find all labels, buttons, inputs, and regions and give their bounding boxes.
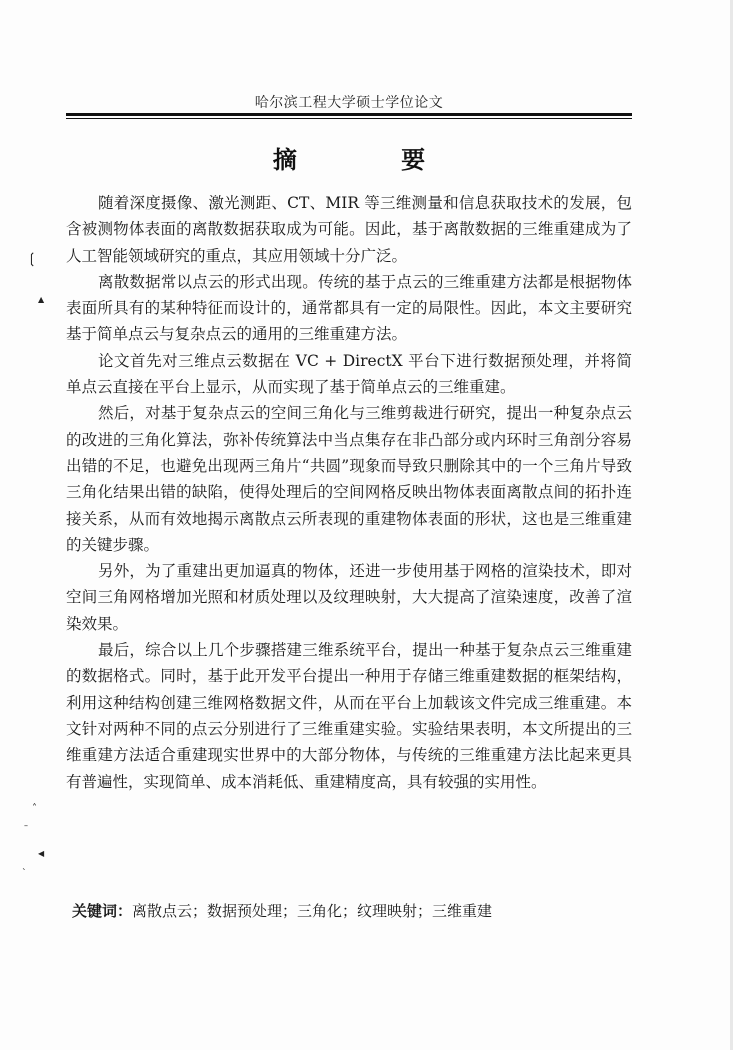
scan-mark: ▲ xyxy=(38,295,45,304)
scan-mark: ˄ xyxy=(32,803,37,814)
header-rule-thick xyxy=(66,113,632,116)
abstract-body xyxy=(66,190,632,795)
abstract-paragraph: 论文首先对三维点云数据在 VC + DirectX 平台下进行数据预处理，并将简单点云直接在平台上显示，从而实现了基于简单点云的三维重建。 xyxy=(66,351,632,397)
abstract-paragraph: 最后，综合以上几个步骤搭建三维系统平台，提出一种基于复杂点云三维重建的数据格式。同时，基于此开发平台提出一种用于存储三维重建数据的框架结构，利用这种结构创建三维网格数据文件，从而在平台上加载该文件完成三维重建。本文针对两种不同的点云分别进行了三维重建实验。实验结果表明，本文所提出的三维重建方法适合重建现实世界中的大部分物体，与传统的三维重建方法比起来更具有普遍性，实现简单、成本消耗低、重建精度高，具有较强的实用性。 xyxy=(66,641,632,791)
keywords-line xyxy=(72,900,632,921)
scan-mark: ❲ xyxy=(26,251,38,267)
abstract-paragraph: 另外，为了重建出更加逼真的物体，还进一步使用基于网格的渲染技术，即对空间三角网格增加光照和材质处理以及纹理映射，大大提高了渲染速度，改善了渲染效果。 xyxy=(66,562,632,633)
scan-mark: ◀ xyxy=(38,849,45,858)
header-rule-thin xyxy=(66,118,632,119)
keywords-label: 关键词： xyxy=(72,902,133,920)
abstract-paragraph: 随着深度摄像、激光测距、CT、MIR 等三维测量和信息获取技术的发展，包含被测物体表面的离散数据获取成为可能。因此，基于离散数据的三维重建成为了人工智能领域研究的重点，其应用领域十分广泛。 xyxy=(66,194,632,265)
scan-mark: ˎ xyxy=(22,861,27,871)
abstract-paragraph: 离散数据常以点云的形式出现。传统的基于点云的三维重建方法都是根据物体表面所具有的某种特征而设计的，通常都具有一定的局限性。因此，本文主要研究基于简单点云与复杂点云的通用的三维重建方法。 xyxy=(66,272,632,344)
running-header: 哈尔滨工程大学硕士学位论文 xyxy=(254,95,444,111)
abstract-paragraph: 然后，对基于复杂点云的空间三角化与三维剪裁进行研究，提出一种复杂点云的改进的三角化算法，弥补传统算法中当点集存在非凸部分或内环时三角剖分容易出错的不足，也避免出现两三角片“共圆”现象而导致只删除其中的一个三角片导致三角化结果出错的缺陷，使得处理后的空间网格反映出物体表面离散点间的拓扑连接关系，从而有效地揭示离散点云所表现的重建物体表面的形状，这也是三维重建的关键步骤。 xyxy=(66,404,632,554)
scan-mark: – xyxy=(24,821,28,830)
abstract-title: 摘 要 xyxy=(272,145,474,174)
keywords-list: 离散点云；数据预处理；三角化；纹理映射；三维重建 xyxy=(132,902,493,920)
